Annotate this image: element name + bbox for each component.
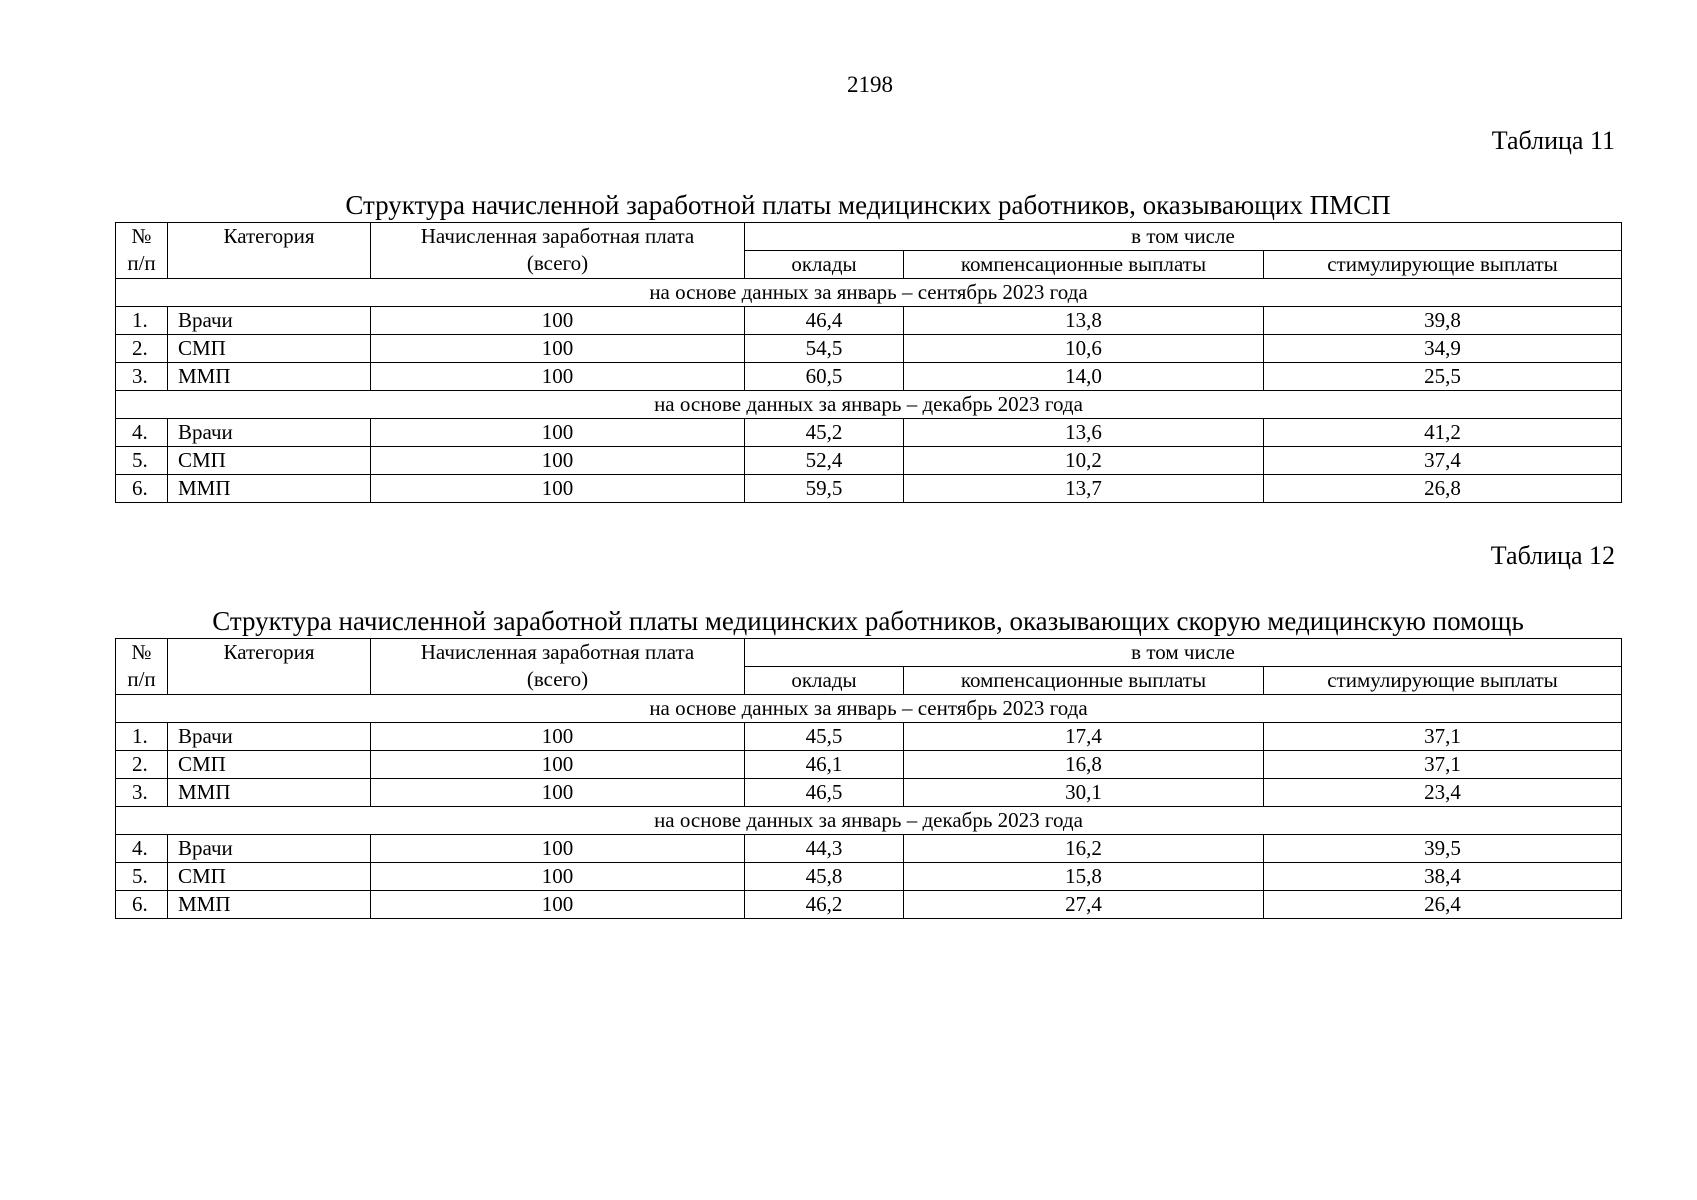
- row-compensation: 13,6: [904, 419, 1264, 447]
- row-compensation: 30,1: [904, 779, 1264, 807]
- column-header-incentive: стимулирующие выплаты: [1264, 251, 1622, 279]
- column-header-total-line1: Начисленная заработная плата: [420, 640, 695, 664]
- row-category: Врачи: [168, 307, 371, 335]
- row-number: 2.: [116, 335, 168, 363]
- row-compensation: 16,2: [904, 835, 1264, 863]
- row-salaries: 46,2: [745, 891, 904, 919]
- row-number: 3.: [116, 779, 168, 807]
- row-category: Врачи: [168, 723, 371, 751]
- row-incentive: 37,4: [1264, 447, 1622, 475]
- column-header-number-line2: п/п: [127, 667, 156, 691]
- table-row: [116, 835, 1622, 863]
- row-salaries: 45,5: [745, 723, 904, 751]
- table-row: [116, 335, 1622, 363]
- row-total: 100: [371, 307, 745, 335]
- period-label: на основе данных за январь – декабрь 2023 года: [116, 807, 1622, 835]
- row-salaries: 46,1: [745, 751, 904, 779]
- row-number: 5.: [116, 447, 168, 475]
- table-11-label: Таблица 11: [1491, 126, 1615, 155]
- column-header-total-line2: (всего): [526, 667, 589, 691]
- table-row: [116, 419, 1622, 447]
- row-salaries: 45,8: [745, 863, 904, 891]
- row-number: 6.: [116, 475, 168, 503]
- row-salaries: 46,5: [745, 779, 904, 807]
- table-row: [116, 863, 1622, 891]
- column-header-category: Категория: [168, 223, 371, 279]
- column-header-number-line1: №: [131, 640, 152, 664]
- row-incentive: 38,4: [1264, 863, 1622, 891]
- period-row: [116, 695, 1622, 723]
- column-header-total: [371, 223, 745, 279]
- row-number: 5.: [116, 863, 168, 891]
- period-label: на основе данных за январь – сентябрь 2023 года: [116, 695, 1622, 723]
- row-salaries: 52,4: [745, 447, 904, 475]
- table-row: [116, 723, 1622, 751]
- row-category: Врачи: [168, 835, 371, 863]
- page-number: 2198: [847, 72, 893, 97]
- row-total: 100: [371, 863, 745, 891]
- row-incentive: 26,4: [1264, 891, 1622, 919]
- row-salaries: 45,2: [745, 419, 904, 447]
- row-salaries: 59,5: [745, 475, 904, 503]
- row-total: 100: [371, 891, 745, 919]
- header-row: [116, 223, 1622, 251]
- column-header-category: Категория: [168, 639, 371, 695]
- row-compensation: 15,8: [904, 863, 1264, 891]
- row-compensation: 14,0: [904, 363, 1264, 391]
- row-total: 100: [371, 447, 745, 475]
- row-salaries: 44,3: [745, 835, 904, 863]
- row-incentive: 39,5: [1264, 835, 1622, 863]
- salary-structure-table-pmsp: [115, 222, 1622, 503]
- row-total: 100: [371, 835, 745, 863]
- row-compensation: 10,2: [904, 447, 1264, 475]
- column-header-number-line2: п/п: [127, 251, 156, 275]
- row-number: 1.: [116, 307, 168, 335]
- table-row: [116, 307, 1622, 335]
- row-number: 1.: [116, 723, 168, 751]
- row-incentive: 26,8: [1264, 475, 1622, 503]
- row-category: ММП: [168, 475, 371, 503]
- row-compensation: 16,8: [904, 751, 1264, 779]
- row-incentive: 25,5: [1264, 363, 1622, 391]
- row-number: 3.: [116, 363, 168, 391]
- row-number: 4.: [116, 419, 168, 447]
- row-compensation: 10,6: [904, 335, 1264, 363]
- row-incentive: 37,1: [1264, 751, 1622, 779]
- table-12-title: Структура начисленной заработной платы медицинских работников, оказывающих скорую медицинскую помощь: [212, 606, 1524, 636]
- row-total: 100: [371, 335, 745, 363]
- row-compensation: 13,8: [904, 307, 1264, 335]
- row-total: 100: [371, 779, 745, 807]
- column-header-salaries: оклады: [745, 667, 904, 695]
- row-incentive: 34,9: [1264, 335, 1622, 363]
- row-total: 100: [371, 363, 745, 391]
- row-number: 4.: [116, 835, 168, 863]
- column-header-number: [116, 223, 168, 279]
- row-category: ММП: [168, 891, 371, 919]
- row-compensation: 17,4: [904, 723, 1264, 751]
- row-category: СМП: [168, 863, 371, 891]
- table-12-label: Таблица 12: [1490, 541, 1615, 570]
- row-incentive: 41,2: [1264, 419, 1622, 447]
- row-category: Врачи: [168, 419, 371, 447]
- row-salaries: 54,5: [745, 335, 904, 363]
- row-category: СМП: [168, 447, 371, 475]
- table-row: [116, 447, 1622, 475]
- column-header-number: [116, 639, 168, 695]
- column-header-total-line1: Начисленная заработная плата: [420, 224, 695, 248]
- row-compensation: 27,4: [904, 891, 1264, 919]
- row-total: 100: [371, 723, 745, 751]
- table-row: [116, 891, 1622, 919]
- period-row: [116, 279, 1622, 307]
- row-category: СМП: [168, 751, 371, 779]
- row-compensation: 13,7: [904, 475, 1264, 503]
- column-header-salaries: оклады: [745, 251, 904, 279]
- column-header-including: в том числе: [745, 639, 1622, 667]
- period-row: [116, 391, 1622, 419]
- row-total: 100: [371, 475, 745, 503]
- row-category: СМП: [168, 335, 371, 363]
- row-incentive: 37,1: [1264, 723, 1622, 751]
- row-total: 100: [371, 751, 745, 779]
- row-category: ММП: [168, 779, 371, 807]
- table-row: [116, 751, 1622, 779]
- header-row: [116, 639, 1622, 667]
- column-header-incentive: стимулирующие выплаты: [1264, 667, 1622, 695]
- column-header-total: [371, 639, 745, 695]
- table-row: [116, 475, 1622, 503]
- column-header-compensation: компенсационные выплаты: [904, 251, 1264, 279]
- row-number: 6.: [116, 891, 168, 919]
- period-label: на основе данных за январь – сентябрь 2023 года: [116, 279, 1622, 307]
- row-incentive: 39,8: [1264, 307, 1622, 335]
- period-row: [116, 807, 1622, 835]
- column-header-compensation: компенсационные выплаты: [904, 667, 1264, 695]
- table-11-title: Структура начисленной заработной платы медицинских работников, оказывающих ПМСП: [345, 190, 1391, 220]
- row-category: ММП: [168, 363, 371, 391]
- table-row: [116, 779, 1622, 807]
- row-incentive: 23,4: [1264, 779, 1622, 807]
- column-header-number-line1: №: [131, 224, 152, 248]
- row-salaries: 46,4: [745, 307, 904, 335]
- row-total: 100: [371, 419, 745, 447]
- period-label: на основе данных за январь – декабрь 2023 года: [116, 391, 1622, 419]
- table-row: [116, 363, 1622, 391]
- row-salaries: 60,5: [745, 363, 904, 391]
- column-header-including: в том числе: [745, 223, 1622, 251]
- salary-structure-table-ambulance: [115, 638, 1622, 919]
- row-number: 2.: [116, 751, 168, 779]
- column-header-total-line2: (всего): [526, 251, 589, 275]
